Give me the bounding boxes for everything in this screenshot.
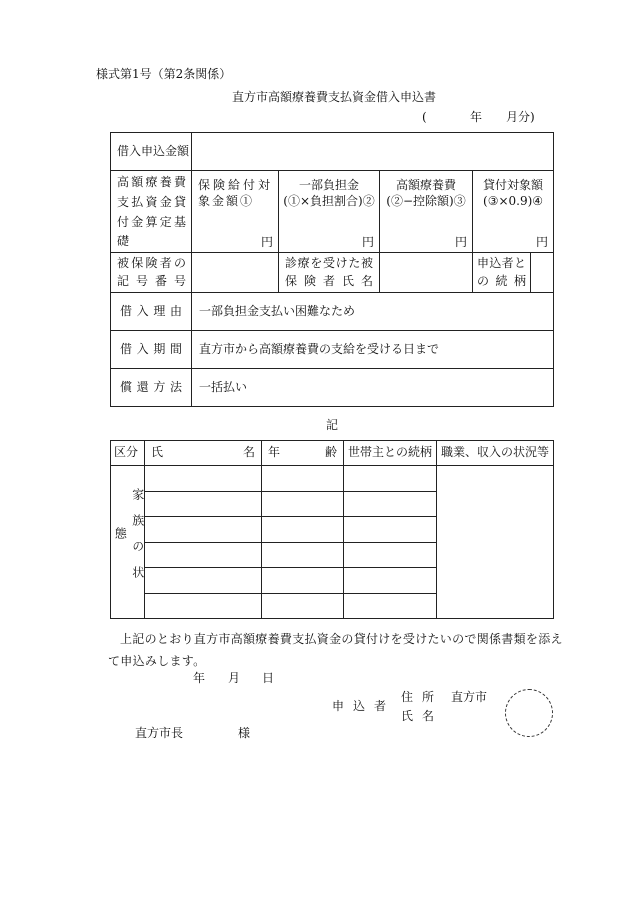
family-status-table <box>110 440 554 619</box>
family-occupation-field[interactable] <box>437 466 554 619</box>
family-name-field[interactable] <box>145 593 262 619</box>
insured-amount-header: 保険給付対象金額① <box>198 178 272 209</box>
header-name <box>145 441 262 466</box>
high-cost-cell[interactable] <box>380 171 473 253</box>
declaration-text: 上記のとおり直方市高額療養費支払資金の貸付けを受けたいので関係書類を添えて申込みします。 <box>108 632 563 668</box>
basis-label: 高額療養費支払資金貸付金算定基礎 <box>111 171 192 253</box>
family-relation-field[interactable] <box>344 517 437 543</box>
loan-amount-field[interactable] <box>192 133 554 171</box>
applicant-label: 申込者 <box>332 699 396 713</box>
repay-label: 償還方法 <box>111 369 192 407</box>
address-value: 直方市 <box>451 690 488 704</box>
header-age-right: 齢 <box>324 445 337 460</box>
family-age-field[interactable] <box>262 517 344 543</box>
family-age-field[interactable] <box>262 466 344 492</box>
family-age-field[interactable] <box>262 568 344 594</box>
insured-number-label: 被保険者の記号番号 <box>111 253 192 293</box>
family-relation-field[interactable] <box>344 491 437 517</box>
yen-unit: 円 <box>361 235 374 249</box>
family-name-field[interactable] <box>145 491 262 517</box>
header-name-right: 名 <box>242 445 255 460</box>
patient-name-field[interactable] <box>380 253 473 293</box>
period-open: ( <box>422 110 427 124</box>
date-year: 年 <box>193 671 206 685</box>
family-age-field[interactable] <box>262 542 344 568</box>
family-name-field[interactable] <box>145 466 262 492</box>
address-label: 住所 <box>401 690 444 704</box>
family-age-field[interactable] <box>262 593 344 619</box>
loan-application-table <box>110 132 554 407</box>
family-name-field[interactable] <box>145 517 262 543</box>
insured-number-field[interactable] <box>192 253 279 293</box>
copay-header-line2: (①×負担割合)② <box>283 194 375 209</box>
header-age <box>262 441 344 466</box>
addressee-sama: 様 <box>238 726 251 740</box>
yen-unit: 円 <box>454 235 467 249</box>
loan-amount-label: 借入申込金額 <box>111 133 192 171</box>
period-year: 年 <box>470 110 483 124</box>
family-name-field[interactable] <box>145 568 262 594</box>
family-relation-field[interactable] <box>344 593 437 619</box>
insured-amount-cell[interactable] <box>192 171 279 253</box>
loan-target-header-line2: (③×0.9)④ <box>483 194 544 209</box>
header-relation: 世帯主との続柄 <box>344 441 437 466</box>
yen-unit: 円 <box>536 235 549 249</box>
addressee-mayor: 直方市長 <box>135 726 184 740</box>
date-day: 日 <box>262 671 275 685</box>
header-name-left: 氏 <box>151 445 164 460</box>
loan-target-header-line1: 貸付対象額 <box>483 178 544 192</box>
loan-target-cell[interactable] <box>473 171 554 253</box>
ki-heading: 記 <box>326 418 339 432</box>
repay-value: 一括払い <box>192 369 554 407</box>
family-relation-field[interactable] <box>344 542 437 568</box>
high-cost-header-line1: 高額療養費 <box>395 178 456 192</box>
header-kubun: 区分 <box>111 441 145 466</box>
period-label: 借入期間 <box>111 331 192 369</box>
header-age-left: 年 <box>268 445 281 460</box>
family-age-field[interactable] <box>262 491 344 517</box>
patient-name-label: 診療を受けた被保険者氏名 <box>279 253 380 293</box>
family-relation-field[interactable] <box>344 466 437 492</box>
relation-label: 申込者との続柄 <box>473 253 531 293</box>
seal-circle <box>505 689 553 737</box>
reason-label: 借入理由 <box>111 293 192 331</box>
family-side-label: 家族の状態 <box>111 466 145 619</box>
period-month: 月分) <box>506 110 535 124</box>
form-number: 様式第1号（第2条関係） <box>96 67 232 81</box>
period-value: 直方市から高額療養費の支給を受ける日まで <box>192 331 554 369</box>
name-label: 氏名 <box>401 709 444 723</box>
copay-header-line1: 一部負担金 <box>298 178 359 192</box>
family-relation-field[interactable] <box>344 568 437 594</box>
relation-field[interactable] <box>531 253 554 293</box>
reason-value: 一部負担金支払い困難なため <box>192 293 554 331</box>
copay-cell[interactable] <box>279 171 380 253</box>
family-name-field[interactable] <box>145 542 262 568</box>
yen-unit: 円 <box>260 235 273 249</box>
high-cost-header-line2: (②−控除額)③ <box>386 194 466 209</box>
header-occupation: 職業、収入の状況等 <box>437 441 554 466</box>
document-title: 直方市高額療養費支払資金借入申込書 <box>232 90 437 104</box>
date-month: 月 <box>228 671 241 685</box>
